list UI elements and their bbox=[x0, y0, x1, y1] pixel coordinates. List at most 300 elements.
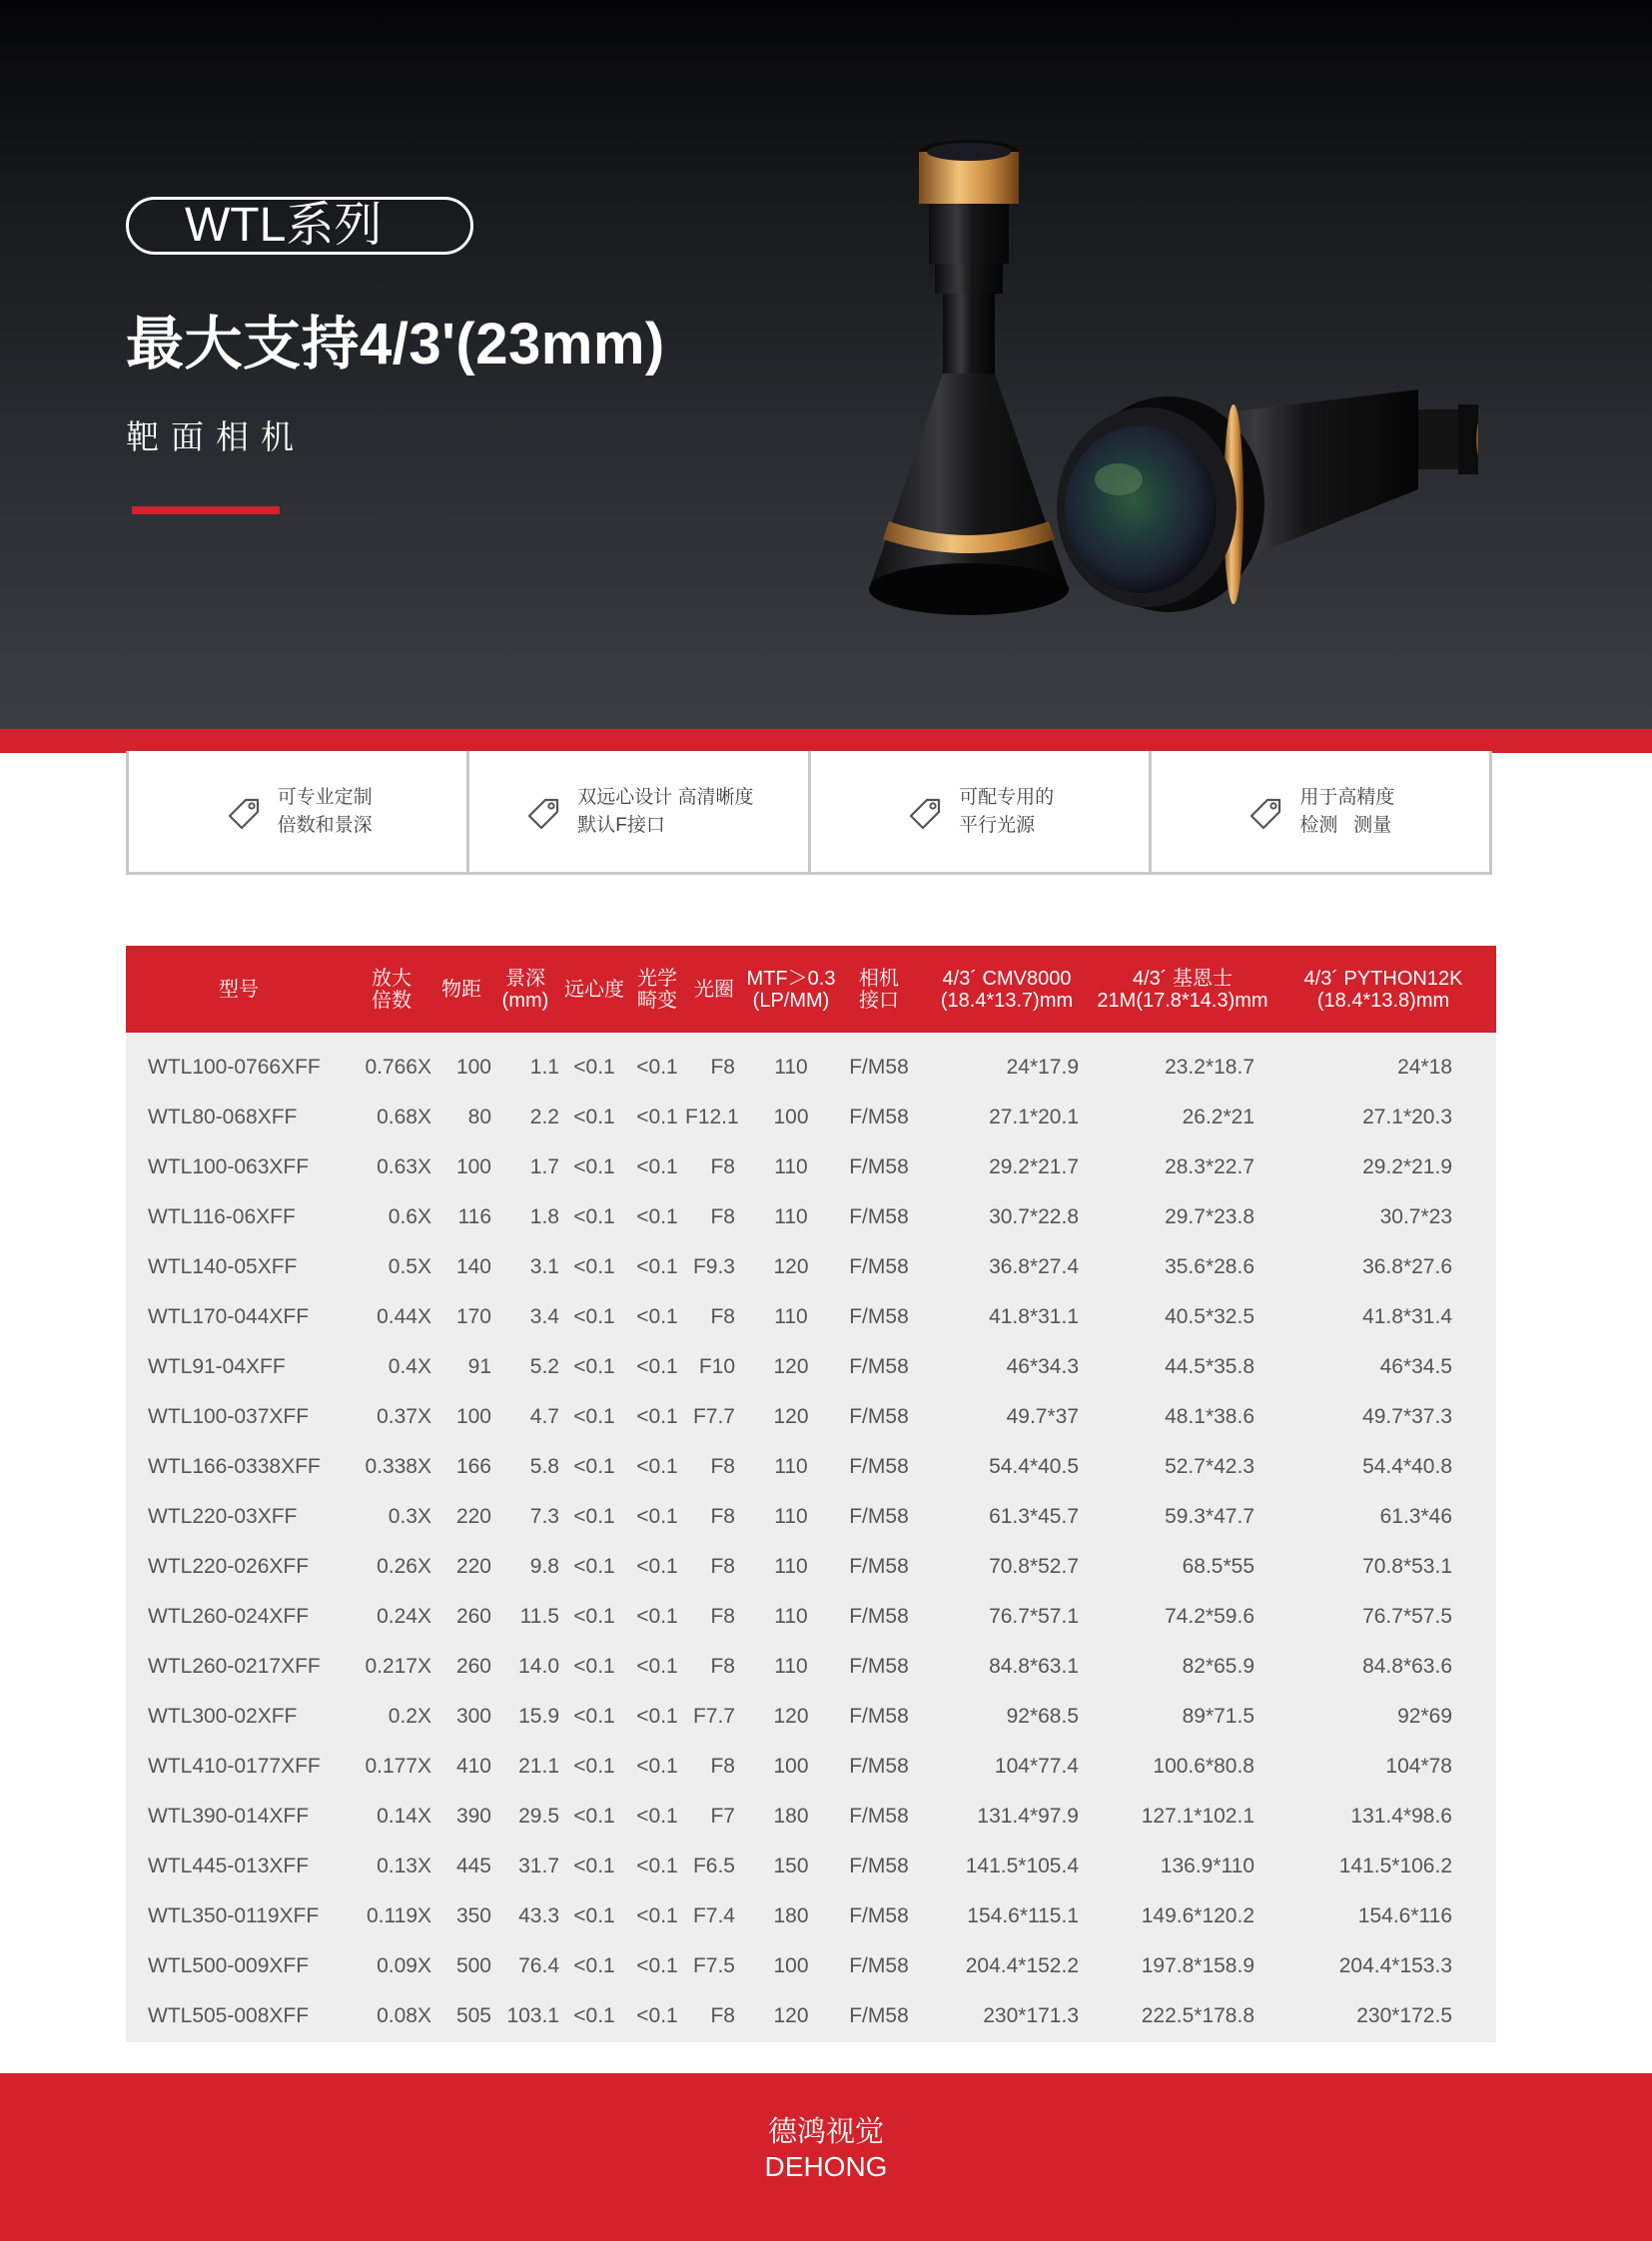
cell-wd: 445 bbox=[455, 1855, 491, 1877]
cell-dist: <0.1 bbox=[636, 1205, 678, 1228]
cell-dist: <0.1 bbox=[636, 1655, 678, 1678]
cell-model: WTL505-008XFF bbox=[148, 2004, 310, 2027]
cell-model: WTL260-0217XFF bbox=[148, 1655, 321, 1678]
cell-s1: 24*17.9 bbox=[1006, 1056, 1079, 1079]
header-text: 4/3´ 基恩士 bbox=[1132, 967, 1234, 990]
feature-line: 平行光源 bbox=[959, 814, 1036, 836]
header-text: MTF＞0.3 bbox=[746, 967, 836, 990]
cell-dof: 1.8 bbox=[529, 1205, 559, 1228]
table-row bbox=[126, 1592, 1496, 1642]
cell-iris: F8 bbox=[710, 1555, 735, 1578]
cell-s3: 29.2*21.9 bbox=[1362, 1155, 1452, 1178]
cell-wd: 116 bbox=[457, 1205, 491, 1228]
cell-iris: F8 bbox=[710, 1205, 735, 1228]
cell-s1: 54.4*40.5 bbox=[989, 1455, 1079, 1478]
cell-model: WTL80-068XFF bbox=[148, 1106, 298, 1128]
cell-dof: 9.8 bbox=[529, 1555, 559, 1578]
cell-wd: 505 bbox=[455, 2004, 491, 2027]
header-text: 远心度 bbox=[564, 978, 624, 1001]
cell-dist: <0.1 bbox=[636, 1555, 678, 1578]
cell-mount: F/M58 bbox=[849, 1305, 909, 1328]
cell-dist: <0.1 bbox=[636, 1705, 678, 1728]
cell-iris: F8 bbox=[710, 1056, 735, 1079]
cell-s2: 89*71.5 bbox=[1182, 1705, 1254, 1728]
cell-tel: <0.1 bbox=[573, 1954, 615, 1977]
cell-model: WTL445-013XFF bbox=[148, 1855, 310, 1877]
cell-dist: <0.1 bbox=[636, 1305, 678, 1328]
cell-mount: F/M58 bbox=[849, 1355, 909, 1378]
cell-s1: 49.7*37 bbox=[1006, 1405, 1079, 1428]
cell-mount: F/M58 bbox=[849, 1954, 909, 1977]
cell-mtf: 180 bbox=[773, 1805, 809, 1828]
cell-s1: 84.8*63.1 bbox=[989, 1655, 1079, 1678]
cell-s3: 204.4*153.3 bbox=[1338, 1954, 1452, 1977]
cell-s3: 230*172.5 bbox=[1356, 2004, 1452, 2027]
cell-mount: F/M58 bbox=[849, 1805, 909, 1828]
cell-s3: 49.7*37.3 bbox=[1362, 1405, 1452, 1428]
cell-s2: 127.1*102.1 bbox=[1141, 1805, 1254, 1828]
cell-s1: 230*171.3 bbox=[983, 2004, 1079, 2027]
cell-mtf: 110 bbox=[774, 1205, 808, 1228]
cell-s2: 74.2*59.6 bbox=[1165, 1605, 1254, 1628]
table-row bbox=[126, 1292, 1496, 1342]
header-text: (18.4*13.7)mm bbox=[940, 989, 1074, 1012]
cell-mtf: 110 bbox=[774, 1555, 808, 1578]
cell-mtf: 110 bbox=[774, 1056, 808, 1079]
cell-iris: F8 bbox=[710, 1655, 735, 1678]
cell-wd: 220 bbox=[455, 1505, 491, 1528]
header-text: 4/3´ PYTHON12K bbox=[1303, 967, 1463, 990]
cell-mag: 0.24X bbox=[377, 1605, 431, 1628]
cell-s2: 44.5*35.8 bbox=[1165, 1355, 1254, 1378]
cell-mtf: 110 bbox=[774, 1455, 808, 1478]
cell-dof: 76.4 bbox=[518, 1954, 559, 1977]
cell-iris: F12.1 bbox=[685, 1106, 739, 1128]
cell-s2: 26.2*21 bbox=[1182, 1106, 1254, 1128]
cell-mtf: 100 bbox=[773, 1106, 809, 1128]
table-row bbox=[126, 1692, 1496, 1742]
header-s3 bbox=[1270, 946, 1496, 1033]
subtitle: 靶面相机 bbox=[126, 418, 306, 455]
cell-s3: 41.8*31.4 bbox=[1362, 1305, 1452, 1328]
cell-s3: 154.6*116 bbox=[1357, 1904, 1452, 1927]
table-row bbox=[126, 1142, 1496, 1192]
header-text: (LP/MM) bbox=[752, 989, 830, 1012]
cell-tel: <0.1 bbox=[573, 1855, 615, 1877]
feature-line: 检测 测量 bbox=[1299, 814, 1392, 836]
cell-mag: 0.217X bbox=[365, 1655, 431, 1678]
cell-s1: 46*34.3 bbox=[1006, 1355, 1079, 1378]
cell-iris: F8 bbox=[710, 1755, 735, 1778]
header-dof bbox=[491, 946, 559, 1033]
header-text: 光学 bbox=[637, 967, 677, 990]
cell-wd: 140 bbox=[455, 1255, 491, 1278]
header-tel bbox=[559, 946, 629, 1033]
cell-mtf: 100 bbox=[773, 1954, 809, 1977]
table-row bbox=[126, 1342, 1496, 1392]
tag-icon bbox=[1245, 792, 1285, 832]
header-wd bbox=[431, 946, 491, 1033]
cell-s2: 23.2*18.7 bbox=[1165, 1056, 1254, 1079]
header-text: 畸变 bbox=[637, 989, 677, 1012]
cell-dof: 2.2 bbox=[529, 1106, 559, 1128]
cell-mag: 0.13X bbox=[377, 1855, 431, 1877]
cell-s2: 222.5*178.8 bbox=[1141, 2004, 1254, 2027]
cell-wd: 80 bbox=[467, 1106, 491, 1128]
cell-dof: 103.1 bbox=[506, 2004, 559, 2027]
cell-dof: 29.5 bbox=[518, 1805, 559, 1828]
cell-wd: 300 bbox=[455, 1705, 491, 1728]
cell-mag: 0.766X bbox=[365, 1056, 431, 1079]
cell-model: WTL91-04XFF bbox=[148, 1355, 286, 1378]
cell-dof: 21.1 bbox=[518, 1755, 559, 1778]
cell-s1: 36.8*27.4 bbox=[989, 1255, 1079, 1278]
cell-dist: <0.1 bbox=[636, 1605, 678, 1628]
cell-dist: <0.1 bbox=[636, 1106, 678, 1128]
cell-iris: F8 bbox=[710, 1305, 735, 1328]
cell-dof: 1.1 bbox=[529, 1056, 559, 1079]
cell-s1: 204.4*152.2 bbox=[965, 1954, 1079, 1977]
cell-mtf: 110 bbox=[774, 1605, 808, 1628]
cell-s2: 35.6*28.6 bbox=[1165, 1255, 1254, 1278]
header-mount bbox=[839, 946, 919, 1033]
cell-mag: 0.4X bbox=[388, 1355, 431, 1378]
cell-iris: F8 bbox=[710, 1155, 735, 1178]
cell-s3: 54.4*40.8 bbox=[1362, 1455, 1452, 1478]
cell-mtf: 110 bbox=[774, 1305, 808, 1328]
cell-mtf: 120 bbox=[773, 1255, 809, 1278]
cell-s3: 61.3*46 bbox=[1379, 1505, 1452, 1528]
cell-tel: <0.1 bbox=[573, 1705, 615, 1728]
table-row bbox=[126, 1792, 1496, 1842]
page-title: 最大支持4/3'(23mm) bbox=[126, 312, 665, 376]
cell-dof: 15.9 bbox=[518, 1705, 559, 1728]
cell-s3: 104*78 bbox=[1385, 1755, 1452, 1778]
cell-s1: 41.8*31.1 bbox=[989, 1305, 1079, 1328]
cell-dist: <0.1 bbox=[636, 2004, 678, 2027]
cell-mount: F/M58 bbox=[849, 1205, 909, 1228]
table-row bbox=[126, 1492, 1496, 1542]
feature-line: 用于高精度 bbox=[1299, 786, 1395, 808]
cell-mount: F/M58 bbox=[849, 1755, 909, 1778]
cell-mtf: 120 bbox=[773, 2004, 809, 2027]
cell-model: WTL300-02XFF bbox=[148, 1705, 298, 1728]
cell-mount: F/M58 bbox=[849, 1904, 909, 1927]
cell-iris: F8 bbox=[710, 2004, 735, 2027]
cell-dist: <0.1 bbox=[636, 1805, 678, 1828]
cell-iris: F7.4 bbox=[692, 1904, 735, 1927]
cell-mag: 0.5X bbox=[388, 1255, 431, 1278]
cell-iris: F6.5 bbox=[692, 1855, 735, 1877]
cell-mag: 0.37X bbox=[377, 1405, 431, 1428]
cell-dist: <0.1 bbox=[636, 1155, 678, 1178]
cell-s1: 141.5*105.4 bbox=[965, 1855, 1079, 1877]
cell-iris: F8 bbox=[710, 1455, 735, 1478]
cell-tel: <0.1 bbox=[573, 1255, 615, 1278]
cell-mag: 0.68X bbox=[377, 1106, 431, 1128]
cell-s3: 30.7*23 bbox=[1379, 1205, 1452, 1228]
cell-mount: F/M58 bbox=[849, 1255, 909, 1278]
table-row bbox=[126, 1742, 1496, 1792]
cell-tel: <0.1 bbox=[573, 1555, 615, 1578]
cell-s2: 59.3*47.7 bbox=[1165, 1505, 1254, 1528]
series-badge: WTL系列 bbox=[126, 197, 473, 255]
cell-s3: 92*69 bbox=[1397, 1705, 1452, 1728]
cell-iris: F7 bbox=[710, 1805, 735, 1828]
cell-mtf: 120 bbox=[773, 1705, 809, 1728]
cell-wd: 170 bbox=[455, 1305, 491, 1328]
feature-strip bbox=[126, 751, 1492, 875]
table-row bbox=[126, 1642, 1496, 1692]
cell-mag: 0.2X bbox=[388, 1705, 431, 1728]
cell-mtf: 120 bbox=[773, 1405, 809, 1428]
cell-model: WTL390-014XFF bbox=[148, 1805, 310, 1828]
cell-model: WTL220-026XFF bbox=[148, 1555, 310, 1578]
tag-icon bbox=[905, 792, 945, 832]
cell-wd: 500 bbox=[455, 1954, 491, 1977]
cell-tel: <0.1 bbox=[573, 1755, 615, 1778]
cell-s2: 100.6*80.8 bbox=[1153, 1755, 1254, 1778]
cell-tel: <0.1 bbox=[573, 1805, 615, 1828]
cell-dist: <0.1 bbox=[636, 1405, 678, 1428]
feature-line: 倍数和景深 bbox=[277, 814, 373, 836]
cell-s1: 76.7*57.1 bbox=[989, 1605, 1079, 1628]
table-header-row bbox=[126, 946, 1496, 1033]
cell-s3: 76.7*57.5 bbox=[1362, 1605, 1452, 1628]
cell-dof: 14.0 bbox=[518, 1655, 559, 1678]
feature-line: 可配专用的 bbox=[959, 786, 1055, 808]
cell-s2: 136.9*110 bbox=[1160, 1855, 1254, 1877]
cell-model: WTL116-06XFF bbox=[148, 1205, 296, 1228]
cell-dist: <0.1 bbox=[636, 1755, 678, 1778]
cell-iris: F7.5 bbox=[692, 1954, 735, 1977]
table-row bbox=[126, 1542, 1496, 1592]
cell-wd: 390 bbox=[455, 1805, 491, 1828]
accent-bar bbox=[132, 506, 280, 514]
cell-s2: 48.1*38.6 bbox=[1165, 1405, 1254, 1428]
cell-mount: F/M58 bbox=[849, 1855, 909, 1877]
header-text: 放大 bbox=[372, 967, 412, 990]
cell-mount: F/M58 bbox=[849, 1555, 909, 1578]
table-row bbox=[126, 1442, 1496, 1492]
cell-mount: F/M58 bbox=[849, 1505, 909, 1528]
cell-s3: 70.8*53.1 bbox=[1362, 1555, 1452, 1578]
cell-tel: <0.1 bbox=[573, 1305, 615, 1328]
cell-model: WTL100-063XFF bbox=[148, 1155, 310, 1178]
cell-s3: 24*18 bbox=[1397, 1056, 1452, 1079]
table-row bbox=[126, 1842, 1496, 1891]
cell-s1: 70.8*52.7 bbox=[989, 1555, 1079, 1578]
cell-model: WTL260-024XFF bbox=[148, 1605, 310, 1628]
cell-iris: F7.7 bbox=[692, 1405, 735, 1428]
cell-s1: 30.7*22.8 bbox=[989, 1205, 1079, 1228]
header-model bbox=[126, 946, 352, 1033]
header-text: 4/3´ CMV8000 bbox=[942, 967, 1072, 990]
header-s1 bbox=[919, 946, 1095, 1033]
cell-wd: 220 bbox=[455, 1555, 491, 1578]
cell-dof: 31.7 bbox=[518, 1855, 559, 1877]
cell-mount: F/M58 bbox=[849, 2004, 909, 2027]
cell-mtf: 110 bbox=[774, 1505, 808, 1528]
header-text: (18.4*13.8)mm bbox=[1316, 989, 1450, 1012]
cell-dist: <0.1 bbox=[636, 1056, 678, 1079]
brand-name-en: DEHONG bbox=[764, 2151, 888, 2182]
cell-dof: 7.3 bbox=[529, 1505, 559, 1528]
cell-tel: <0.1 bbox=[573, 1405, 615, 1428]
cell-dof: 4.7 bbox=[529, 1405, 559, 1428]
cell-wd: 166 bbox=[455, 1455, 491, 1478]
cell-tel: <0.1 bbox=[573, 1106, 615, 1128]
header-mtf bbox=[743, 946, 839, 1033]
table-row bbox=[126, 1033, 1496, 1093]
cell-dof: 43.3 bbox=[518, 1904, 559, 1927]
cell-tel: <0.1 bbox=[573, 1205, 615, 1228]
cell-s1: 27.1*20.1 bbox=[989, 1106, 1079, 1128]
cell-dof: 11.5 bbox=[519, 1605, 559, 1628]
cell-model: WTL100-037XFF bbox=[148, 1405, 310, 1428]
cell-mag: 0.3X bbox=[388, 1505, 431, 1528]
header-text: 21M(17.8*14.3)mm bbox=[1097, 989, 1268, 1012]
table-row bbox=[126, 1242, 1496, 1292]
header-text: 光圈 bbox=[694, 978, 734, 1001]
header-iris bbox=[685, 946, 743, 1033]
cell-s1: 29.2*21.7 bbox=[989, 1155, 1079, 1178]
cell-mag: 0.119X bbox=[367, 1904, 431, 1927]
cell-mount: F/M58 bbox=[849, 1605, 909, 1628]
cell-mag: 0.44X bbox=[377, 1305, 431, 1328]
table-row bbox=[126, 1093, 1496, 1142]
cell-wd: 350 bbox=[455, 1904, 491, 1927]
cell-model: WTL140-05XFF bbox=[148, 1255, 298, 1278]
cell-tel: <0.1 bbox=[573, 1455, 615, 1478]
cell-tel: <0.1 bbox=[573, 1655, 615, 1678]
cell-dist: <0.1 bbox=[636, 1505, 678, 1528]
header-dist bbox=[629, 946, 685, 1033]
cell-wd: 100 bbox=[455, 1405, 491, 1428]
brand-name-cn: 德鸿视觉 bbox=[767, 2116, 884, 2148]
cell-tel: <0.1 bbox=[573, 1505, 615, 1528]
cell-mount: F/M58 bbox=[849, 1705, 909, 1728]
cell-s3: 84.8*63.6 bbox=[1362, 1655, 1452, 1678]
lens-product-image bbox=[819, 130, 1478, 669]
cell-s2: 29.7*23.8 bbox=[1165, 1205, 1254, 1228]
cell-s3: 131.4*98.6 bbox=[1350, 1805, 1452, 1828]
spec-table-container bbox=[126, 946, 1496, 2042]
cell-dof: 5.2 bbox=[529, 1355, 559, 1378]
cell-mtf: 120 bbox=[773, 1355, 809, 1378]
cell-dist: <0.1 bbox=[636, 1855, 678, 1877]
header-text: (mm) bbox=[501, 989, 549, 1012]
cell-dist: <0.1 bbox=[636, 1455, 678, 1478]
cell-s1: 131.4*97.9 bbox=[977, 1805, 1079, 1828]
cell-model: WTL350-0119XFF bbox=[148, 1904, 320, 1927]
cell-iris: F7.7 bbox=[692, 1705, 735, 1728]
cell-s3: 46*34.5 bbox=[1379, 1355, 1452, 1378]
cell-mag: 0.26X bbox=[377, 1555, 431, 1578]
cell-s1: 92*68.5 bbox=[1006, 1705, 1079, 1728]
cell-mtf: 180 bbox=[773, 1904, 809, 1927]
cell-dist: <0.1 bbox=[636, 1255, 678, 1278]
cell-wd: 100 bbox=[455, 1056, 491, 1079]
cell-iris: F10 bbox=[698, 1355, 735, 1378]
tag-icon bbox=[523, 792, 563, 832]
cell-dof: 3.1 bbox=[529, 1255, 559, 1278]
spec-table bbox=[126, 946, 1496, 2041]
cell-dist: <0.1 bbox=[636, 1954, 678, 1977]
cell-mag: 0.63X bbox=[377, 1155, 431, 1178]
table-row bbox=[126, 1392, 1496, 1442]
header-text: 景深 bbox=[505, 967, 545, 990]
cell-mag: 0.08X bbox=[377, 2004, 431, 2027]
table-row bbox=[126, 1192, 1496, 1242]
cell-s3: 36.8*27.6 bbox=[1362, 1255, 1452, 1278]
feature-item bbox=[1152, 751, 1492, 872]
cell-s2: 82*65.9 bbox=[1182, 1655, 1254, 1678]
cell-model: WTL220-03XFF bbox=[148, 1505, 298, 1528]
cell-tel: <0.1 bbox=[573, 1605, 615, 1628]
cell-s1: 154.6*115.1 bbox=[967, 1904, 1079, 1927]
table-row bbox=[126, 1941, 1496, 1991]
feature-item bbox=[129, 751, 469, 872]
cell-mount: F/M58 bbox=[849, 1056, 909, 1079]
feature-item bbox=[811, 751, 1152, 872]
feature-line: 默认F接口 bbox=[577, 814, 665, 836]
header-text: 倍数 bbox=[372, 989, 412, 1012]
cell-model: WTL500-009XFF bbox=[148, 1954, 310, 1977]
cell-tel: <0.1 bbox=[573, 1056, 615, 1079]
cell-tel: <0.1 bbox=[573, 1904, 615, 1927]
cell-s1: 104*77.4 bbox=[994, 1755, 1079, 1778]
header-mag bbox=[352, 946, 431, 1033]
cell-mount: F/M58 bbox=[849, 1405, 909, 1428]
cell-model: WTL170-044XFF bbox=[148, 1305, 310, 1328]
cell-model: WTL166-0338XFF bbox=[148, 1455, 321, 1478]
cell-s1: 61.3*45.7 bbox=[989, 1505, 1079, 1528]
cell-s2: 68.5*55 bbox=[1182, 1555, 1254, 1578]
hero-banner bbox=[0, 0, 1652, 729]
feature-line: 可专业定制 bbox=[277, 786, 373, 808]
cell-dof: 3.4 bbox=[529, 1305, 559, 1328]
header-text: 物距 bbox=[441, 978, 481, 1001]
table-row bbox=[126, 1991, 1496, 2041]
cell-s2: 28.3*22.7 bbox=[1165, 1155, 1254, 1178]
cell-s2: 197.8*158.9 bbox=[1141, 1954, 1254, 1977]
cell-dist: <0.1 bbox=[636, 1904, 678, 1927]
cell-mtf: 100 bbox=[773, 1755, 809, 1778]
footer-band bbox=[0, 2073, 1652, 2241]
cell-mag: 0.177X bbox=[365, 1755, 431, 1778]
cell-tel: <0.1 bbox=[573, 2004, 615, 2027]
cell-mount: F/M58 bbox=[849, 1155, 909, 1178]
table-row bbox=[126, 1891, 1496, 1941]
cell-model: WTL410-0177XFF bbox=[148, 1755, 321, 1778]
cell-tel: <0.1 bbox=[573, 1155, 615, 1178]
cell-s2: 52.7*42.3 bbox=[1165, 1455, 1254, 1478]
cell-wd: 100 bbox=[455, 1155, 491, 1178]
cell-tel: <0.1 bbox=[573, 1355, 615, 1378]
cell-mtf: 150 bbox=[773, 1855, 809, 1877]
cell-wd: 410 bbox=[455, 1755, 491, 1778]
cell-wd: 260 bbox=[455, 1655, 491, 1678]
cell-model: WTL100-0766XFF bbox=[148, 1056, 321, 1079]
cell-wd: 260 bbox=[455, 1605, 491, 1628]
feature-line: 双远心设计 高清晰度 bbox=[577, 786, 754, 808]
cell-mag: 0.14X bbox=[377, 1805, 431, 1828]
cell-mag: 0.338X bbox=[365, 1455, 431, 1478]
red-divider bbox=[0, 729, 1652, 753]
cell-mount: F/M58 bbox=[849, 1106, 909, 1128]
table-body bbox=[126, 1033, 1496, 2041]
